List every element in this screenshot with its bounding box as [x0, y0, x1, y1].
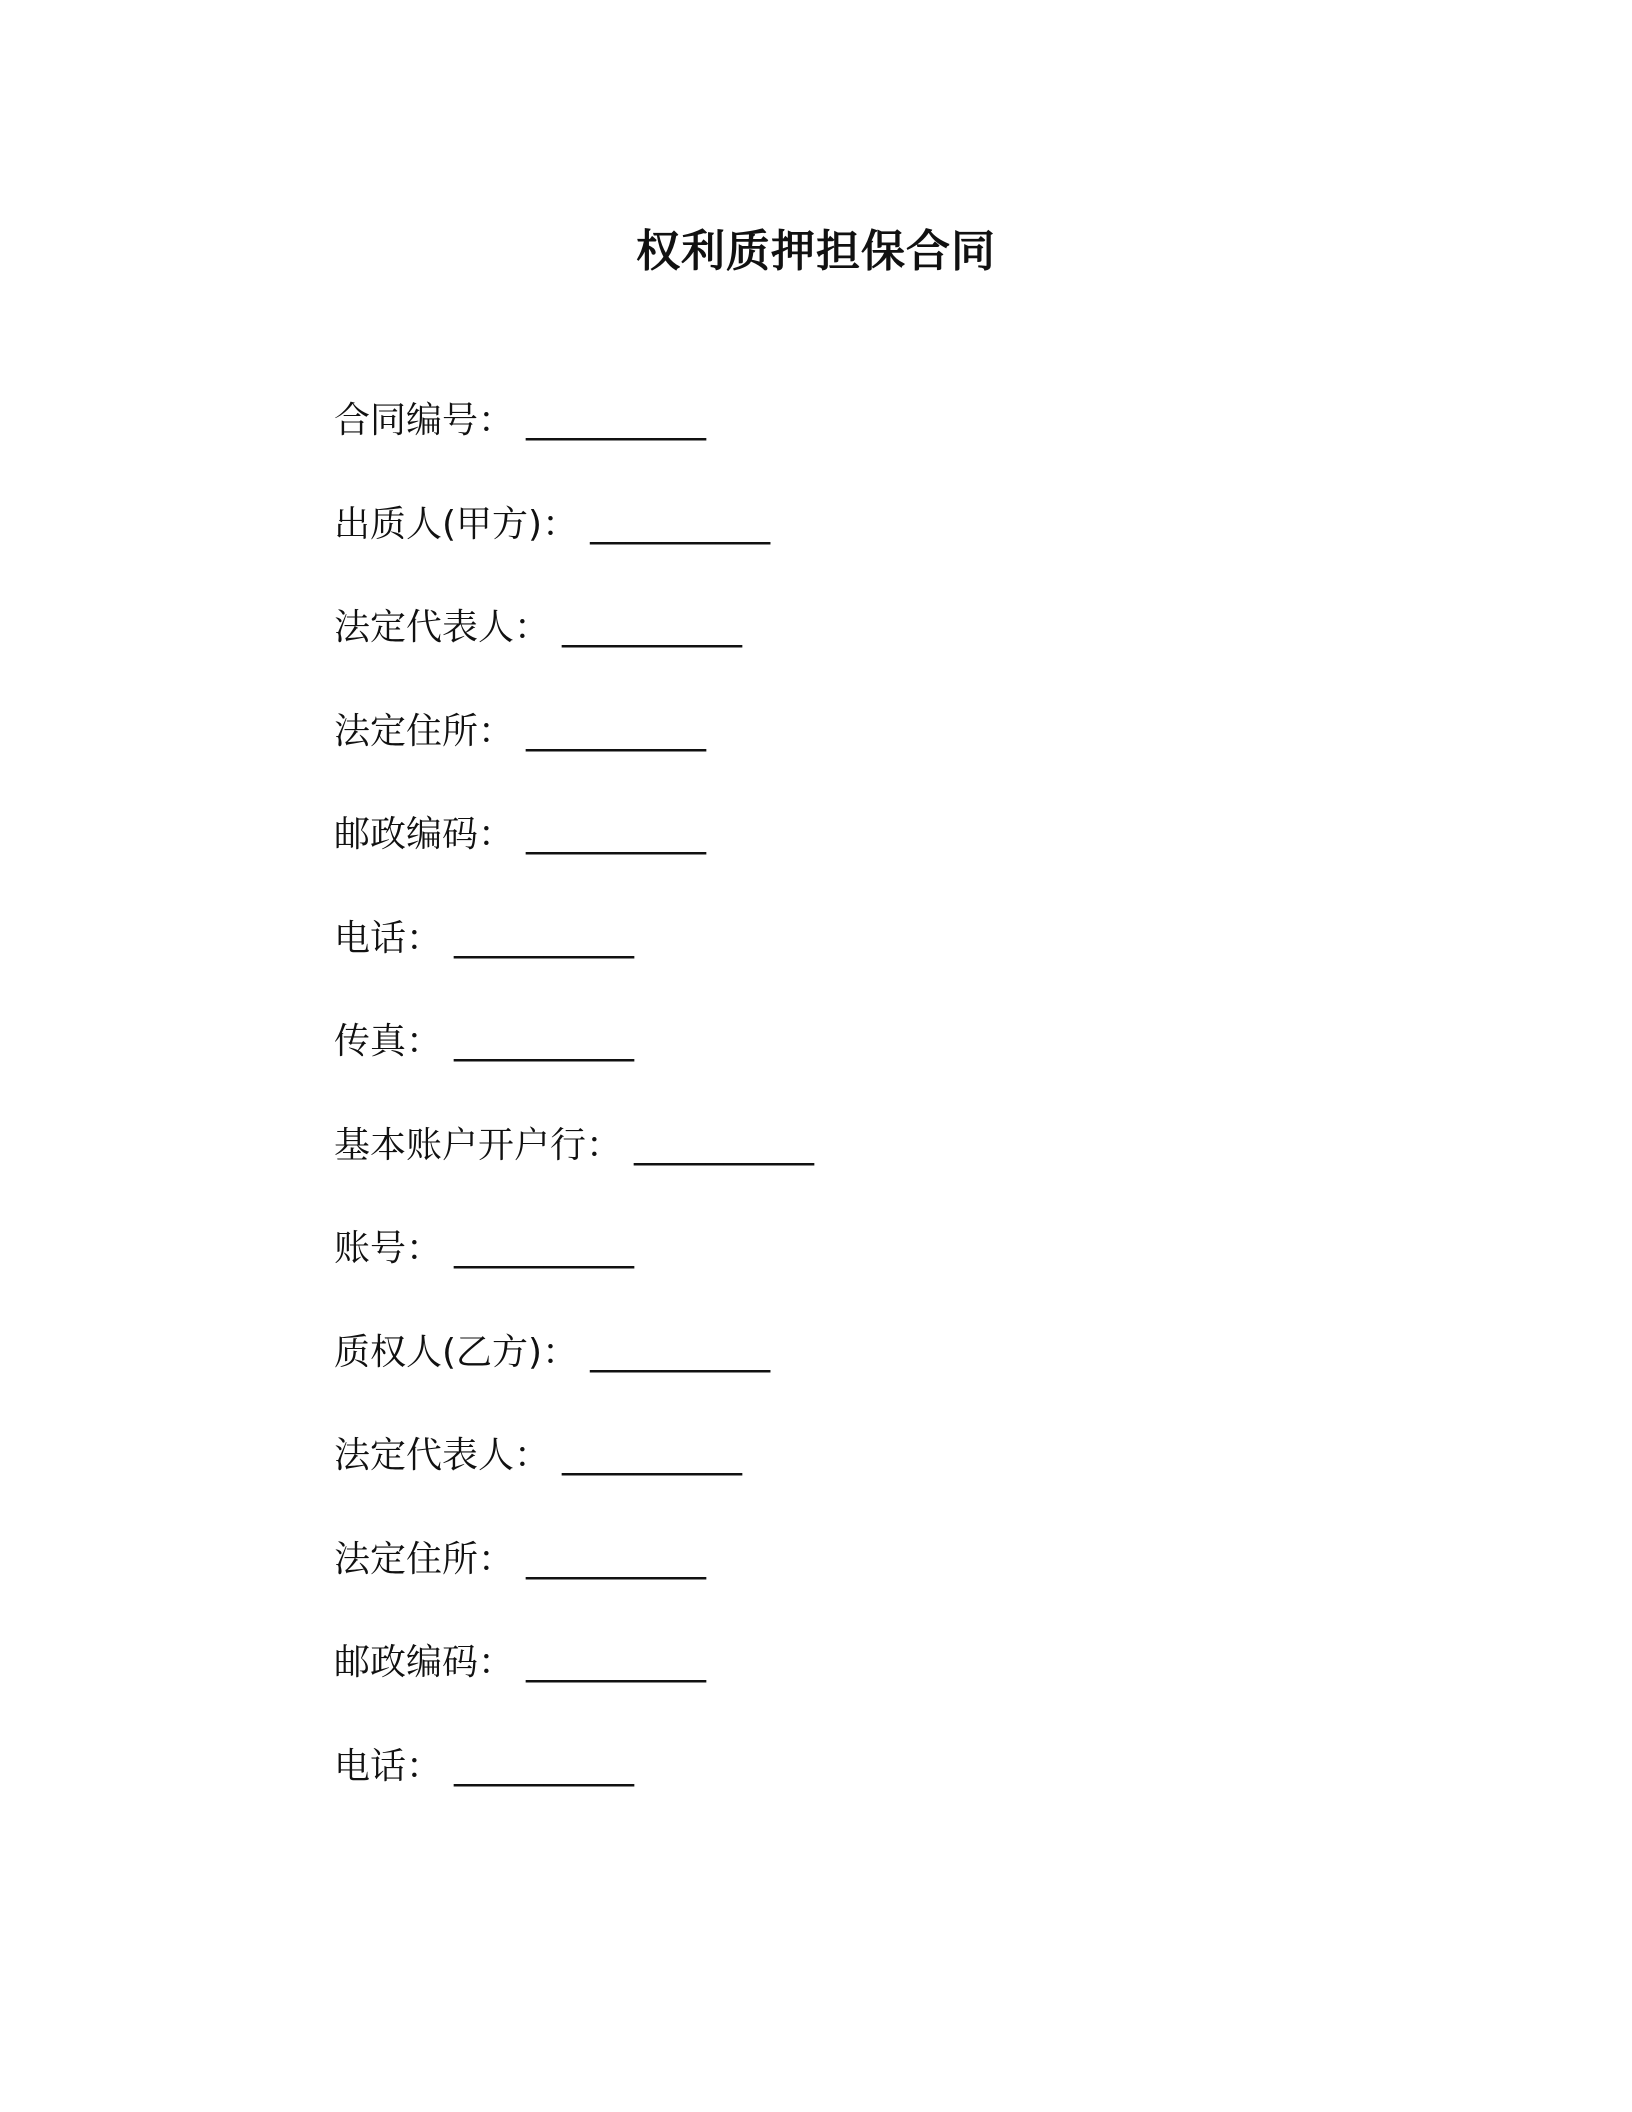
field-label: 邮政编码：: [334, 1642, 515, 1683]
blank-line: __________: [454, 1745, 635, 1787]
blank-line: __________: [454, 917, 635, 959]
field-fax-a: [334, 1016, 1334, 1120]
blank-line: __________: [454, 1021, 635, 1062]
field-label: 法定住所：: [334, 1538, 515, 1580]
field-pledgee: [334, 1327, 1334, 1431]
blank-line: __________: [526, 814, 707, 855]
blank-line: __________: [562, 607, 743, 648]
field-pledgor: [334, 499, 1334, 603]
field-contract-number: [334, 395, 1334, 499]
field-label: 传真：: [334, 1021, 443, 1062]
document-title: 权利质押担保合同: [636, 226, 996, 277]
blank-line: __________: [590, 503, 771, 545]
field-label: 基本账户开户行：: [334, 1124, 623, 1166]
field-label: 账号：: [334, 1228, 443, 1269]
blank-line: __________: [526, 400, 707, 441]
field-postal-code-a: [334, 809, 1334, 913]
field-phone-a: [334, 913, 1334, 1017]
blank-line: __________: [454, 1228, 635, 1269]
field-phone-b: [334, 1741, 1334, 1845]
field-label: 邮政编码：: [334, 814, 515, 855]
field-bank-a: [334, 1120, 1334, 1224]
blank-line: __________: [526, 1538, 707, 1580]
field-label: 出质人(甲方)：: [334, 503, 579, 545]
blank-line: __________: [562, 1435, 743, 1476]
field-legal-address-b: [334, 1534, 1334, 1638]
blank-line: __________: [526, 1642, 707, 1683]
field-postal-code-b: [334, 1637, 1334, 1741]
contract-fields: [334, 395, 1334, 1844]
field-label: 电话：: [334, 917, 443, 959]
field-legal-address-a: [334, 706, 1334, 810]
field-label: 法定代表人：: [334, 607, 551, 648]
field-label: 合同编号：: [334, 400, 515, 441]
field-label: 电话：: [334, 1745, 443, 1787]
blank-line: __________: [590, 1331, 771, 1373]
field-label: 法定代表人：: [334, 1435, 551, 1476]
field-account-a: [334, 1223, 1334, 1327]
blank-line: __________: [526, 710, 707, 752]
blank-line: __________: [634, 1124, 815, 1166]
field-legal-representative-b: [334, 1430, 1334, 1534]
field-legal-representative-a: [334, 602, 1334, 706]
field-label: 质权人(乙方)：: [334, 1331, 579, 1373]
field-label: 法定住所：: [334, 710, 515, 752]
